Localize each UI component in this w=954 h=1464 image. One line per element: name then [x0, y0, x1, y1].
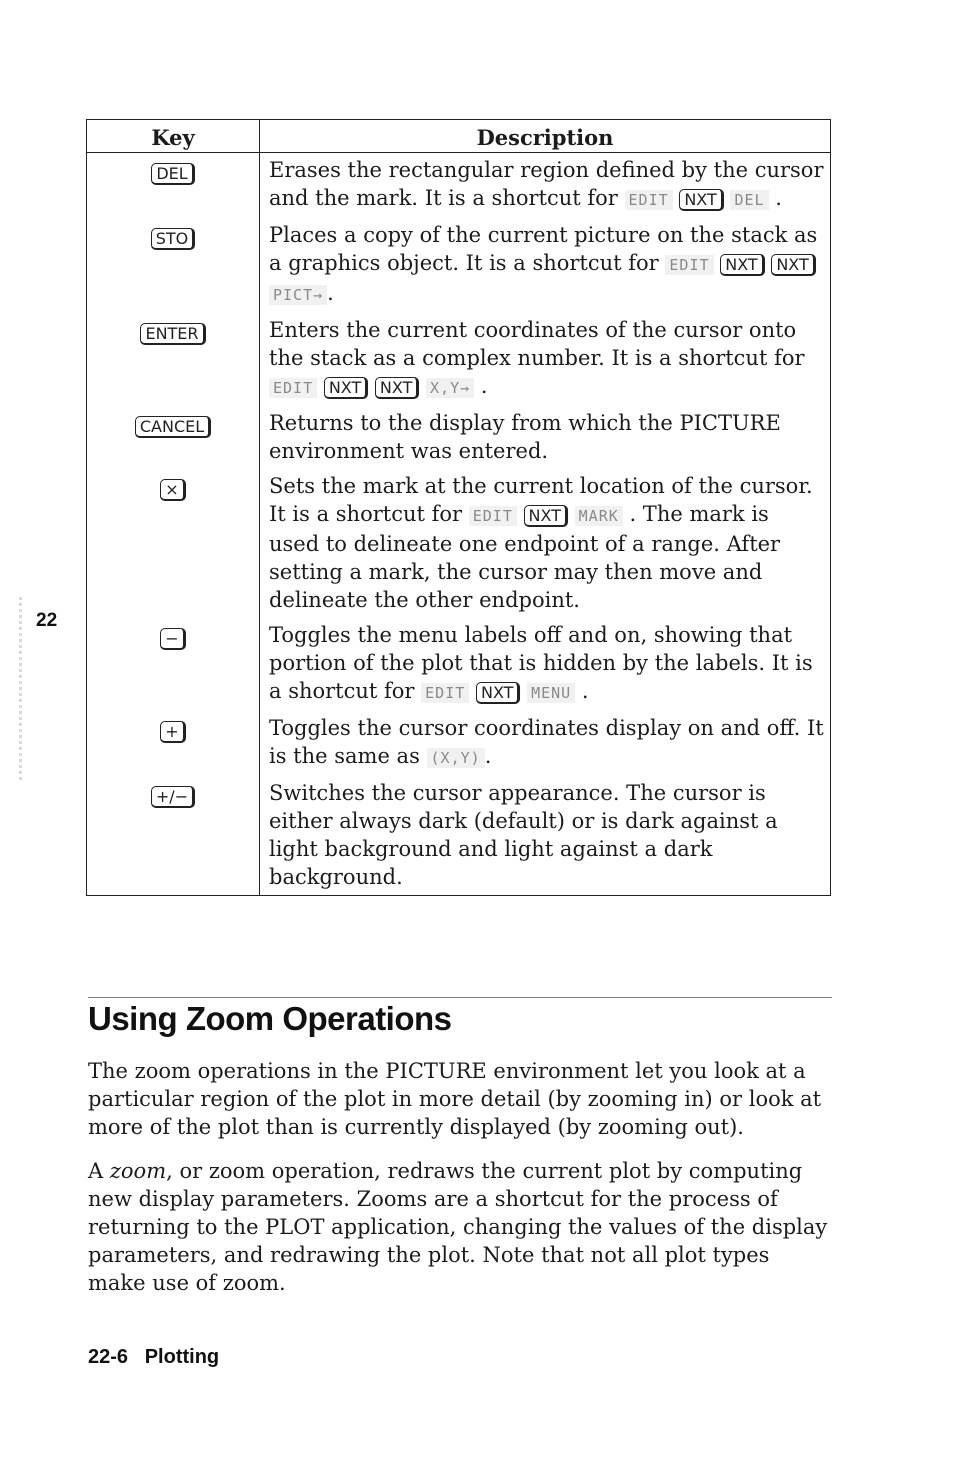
description-text: Toggles the menu labels off and on, showing that portion of the plot that is hidden by the labels. It is a shortcut for — [269, 623, 813, 703]
menu-label: EDIT — [469, 506, 517, 526]
menu-label: X,Y→ — [426, 378, 474, 398]
key-cell — [87, 618, 260, 711]
zoom-term: zoom — [109, 1159, 167, 1183]
chapter-side-number: 22 — [36, 610, 58, 631]
key-column-header: Key — [87, 120, 260, 153]
key-label: CANCEL — [135, 416, 211, 438]
key-cell — [87, 406, 260, 469]
description-text — [368, 374, 375, 398]
key-label: +/− — [151, 786, 195, 808]
description-cell — [260, 313, 831, 406]
description-text: Erases the rectangular region defined by the cursor and the mark. It is a shortcut for — [269, 158, 824, 210]
menu-label: DEL — [730, 190, 768, 210]
section-heading: Using Zoom Operations — [88, 1000, 452, 1037]
description-cell — [260, 406, 831, 469]
section-paragraph-2 — [88, 1157, 833, 1297]
key-cell — [87, 218, 260, 313]
menu-label: EDIT — [269, 378, 317, 398]
description-cell — [260, 153, 831, 219]
description-text: Toggles the cursor coordinates display on and off. It is the same as — [269, 716, 824, 768]
description-text — [714, 251, 721, 275]
key-label: − — [160, 628, 185, 650]
description-cell — [260, 776, 831, 896]
key-label: DEL — [151, 163, 194, 185]
inline-key-label: NXT — [720, 254, 764, 276]
chapter-side-tab — [19, 597, 22, 782]
key-label: + — [160, 721, 185, 743]
description-text: . The mark is used to delineate one endpoint of a range. After setting a mark, the cursor may then move and delineate the other endpoint. — [269, 502, 781, 612]
description-text — [469, 679, 476, 703]
section-rule — [88, 997, 832, 998]
description-text — [673, 186, 680, 210]
menu-label: EDIT — [665, 255, 713, 275]
table-row — [87, 469, 831, 618]
description-text — [317, 374, 324, 398]
menu-label: EDIT — [625, 190, 673, 210]
menu-label: PICT→ — [269, 285, 327, 305]
key-description-table — [86, 119, 831, 896]
inline-key-label: NXT — [524, 505, 568, 527]
footer-chapter-title: Plotting — [144, 1346, 220, 1368]
key-cell — [87, 776, 260, 896]
description-column-header: Description — [260, 120, 831, 153]
section-paragraph-1: The zoom operations in the PICTURE environment let you look at a particular region of the plot in more detail (by zooming in) or look at more of the plot than is currently displayed (by zooming out). — [88, 1059, 822, 1139]
key-cell — [87, 711, 260, 776]
key-label: × — [160, 479, 185, 501]
description-text — [765, 251, 772, 275]
table-row — [87, 153, 831, 219]
menu-label: MARK — [575, 506, 623, 526]
description-text: . — [474, 374, 488, 398]
table-row — [87, 218, 831, 313]
table-row — [87, 313, 831, 406]
footer-page-number: 22-6 — [88, 1346, 129, 1368]
description-text: Returns to the display from which the PICTURE environment was entered. — [269, 411, 781, 463]
paragraph-lead: A — [88, 1159, 110, 1183]
table-header-row — [87, 120, 831, 153]
description-text — [517, 502, 524, 526]
description-cell — [260, 711, 831, 776]
description-text: Enters the current coordinates of the cursor onto the stack as a complex number. It is a shortcut for — [269, 318, 805, 370]
table-row — [87, 406, 831, 469]
menu-label: EDIT — [421, 683, 469, 703]
table-row — [87, 776, 831, 896]
key-label: ENTER — [140, 323, 205, 345]
page-footer — [88, 1346, 219, 1369]
paragraph-rest: , or zoom operation, redraws the current plot by computing new display parameters. Zooms are a shortcut for the process of returning to the PLOT application, changing the values of the display parameters, and redrawing the plot. Note that not all plot types make use of zoom. — [88, 1159, 828, 1295]
description-text: Places a copy of the current picture on the stack as a graphics object. It is a shortcut for — [269, 223, 818, 275]
table-row — [87, 711, 831, 776]
table-row — [87, 618, 831, 711]
key-cell — [87, 469, 260, 618]
description-text: . — [768, 186, 782, 210]
menu-label: MENU — [527, 683, 575, 703]
key-label: STO — [151, 228, 196, 250]
inline-key-label: NXT — [476, 682, 520, 704]
inline-key-label: NXT — [375, 377, 419, 399]
description-text: Sets the mark at the current location of the cursor. It is a shortcut for — [269, 474, 813, 526]
description-text: Switches the cursor appearance. The cursor is either always dark (default) or is dark against a light background and light against a dark background. — [269, 781, 778, 889]
description-text: . — [327, 281, 334, 305]
description-cell — [260, 618, 831, 711]
inline-key-label: NXT — [324, 377, 368, 399]
key-cell — [87, 153, 260, 219]
description-text: . — [575, 679, 589, 703]
description-cell — [260, 218, 831, 313]
inline-key-label: NXT — [771, 254, 815, 276]
description-text — [568, 502, 575, 526]
description-cell — [260, 469, 831, 618]
inline-key-label: NXT — [679, 189, 723, 211]
description-text: . — [484, 744, 492, 768]
key-cell — [87, 313, 260, 406]
menu-label: (X,Y) — [427, 748, 485, 768]
